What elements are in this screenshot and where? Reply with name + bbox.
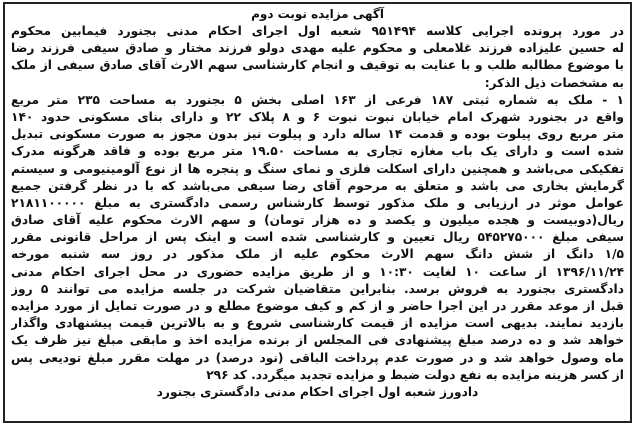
body-line-1: ۱ - ملک به شماره ثبتی ۱۸۷ فرعی از ۱۶۳ اصلی بخش ۵ بجنورد به مساحت ۲۳۵ متر مربع	[11, 92, 624, 107]
body-line-13: قبل از موعد مقرر در این اجرا حاضر و از کم و کیف موضوع مطلع و در صورت تمایل از مورد مزایده	[11, 299, 624, 313]
body-line-17: از کسر هزینه مزایده به نفع دولت ضبط و مزایده تجدید میگردد. کد ۲۹۶	[206, 367, 624, 382]
notice-title: آگهی مزایده نوبت دوم	[251, 7, 384, 21]
body-line-11: ۱۳۹۶/۱۱/۲۴ از ساعت ۱۰ لغایت ۱۰:۳۰ و از طریق مزایده حضوری در محل اجرای احکام مدنی	[11, 264, 624, 279]
body-line-4: شده است و دارای یک باب مغازه تجاری به مساحت ۱۹.۵۰ متر مربع بوده و فاقد هرگونه مدرک	[11, 144, 624, 159]
intro-line-2: له حسین علیزاده فرزند غلامعلی و محکوم علیه مهدی دولو فرزند مختار و صادق سیفی فرزند رضا	[11, 41, 624, 56]
body-line-9: سیفی مبلغ ۵۴۵۲۷۵۰۰۰ ریال تعیین و کارشناسی شده است و اینک پس از مراحل قانونی مقرر	[11, 230, 624, 245]
auction-notice	[3, 2, 632, 423]
body-line-7: عوامل موثر در ارزیابی و ملک مذکور توسط کارشناس رسمی دادگستری به مبلغ ۲۱۸۱۱۰۰۰۰۰	[11, 195, 624, 210]
body-line-3: متر مربع روی پیلوت بوده و قدمت ۱۴ ساله دارد و پیلوت نیز بدون مجوز به صورت مسکونی تبدیل	[11, 127, 624, 142]
body-line-2: واقع در بجنورد شهرک امام خیابان نبوت نبوت ۶ و ۸ پلاک ۲۲ و دارای بنای مسکونی حدود ۱۴۰	[11, 109, 624, 124]
signature-line: دادورز شعبه اول اجرای احکام مدنی دادگستری بجنورد	[156, 384, 479, 399]
body-line-5: تفکیکی می‌باشد و همچنین دارای اسکلت فلزی و نمای سنگ و پنجره ها از نوع آلومینیومی و سیستم	[11, 161, 624, 176]
body-line-14: بازدید نمایند. بدیهی است مزایده از قیمت کارشناسی شروع و به بالاترین قیمت پیشنهادی واگذار	[11, 316, 624, 331]
intro-line-1: در مورد پرونده اجرایی کلاسه ۹۵۱۴۹۴ شعبه اول اجرای احکام مدنی بجنورد فیمابین محکوم	[11, 24, 624, 38]
body-line-6: گرمایش بخاری می باشد و متعلق به مرحوم آقای رضا سیفی می‌باشد که با در نظر گرفتن جمیع	[11, 178, 624, 193]
intro-line-4: به مشخصات ذیل الذکر:	[484, 75, 624, 90]
body-line-15: خواهد شد و ده درصد مبلغ پیشنهادی فی المجلس از برنده مزایده اخذ و مابقی مبلغ نیز ظرف یک	[11, 333, 624, 348]
body-line-10: ۱/۵ دانگ از شش دانگ سهم الارث محکوم علیه از ملک مذکور در روز سه شنبه مورخه	[11, 247, 624, 262]
body-line-12: دادگستری بجنورد به فروش برسد. بنابراین متقاضیان شرکت در جلسه مزایده می توانند ۵ روز	[11, 281, 624, 296]
body-line-8: ریال(دوبیست و هجده میلیون و یکصد و ده هزار تومان) و سهم الارث محکوم علیه آقای صادق	[11, 213, 624, 228]
intro-line-3: با موضوع مطالبه طلب و با عنایت به توقیف و انجام کارشناسی سهم الارث آقای صادق سیفی از ملک	[11, 58, 624, 73]
body-line-16: ماه وصول خواهد شد و در صورت عدم پرداخت الباقی (نود درصد) در مهلت مقرر مبلغ تودیعی پس	[11, 350, 624, 365]
